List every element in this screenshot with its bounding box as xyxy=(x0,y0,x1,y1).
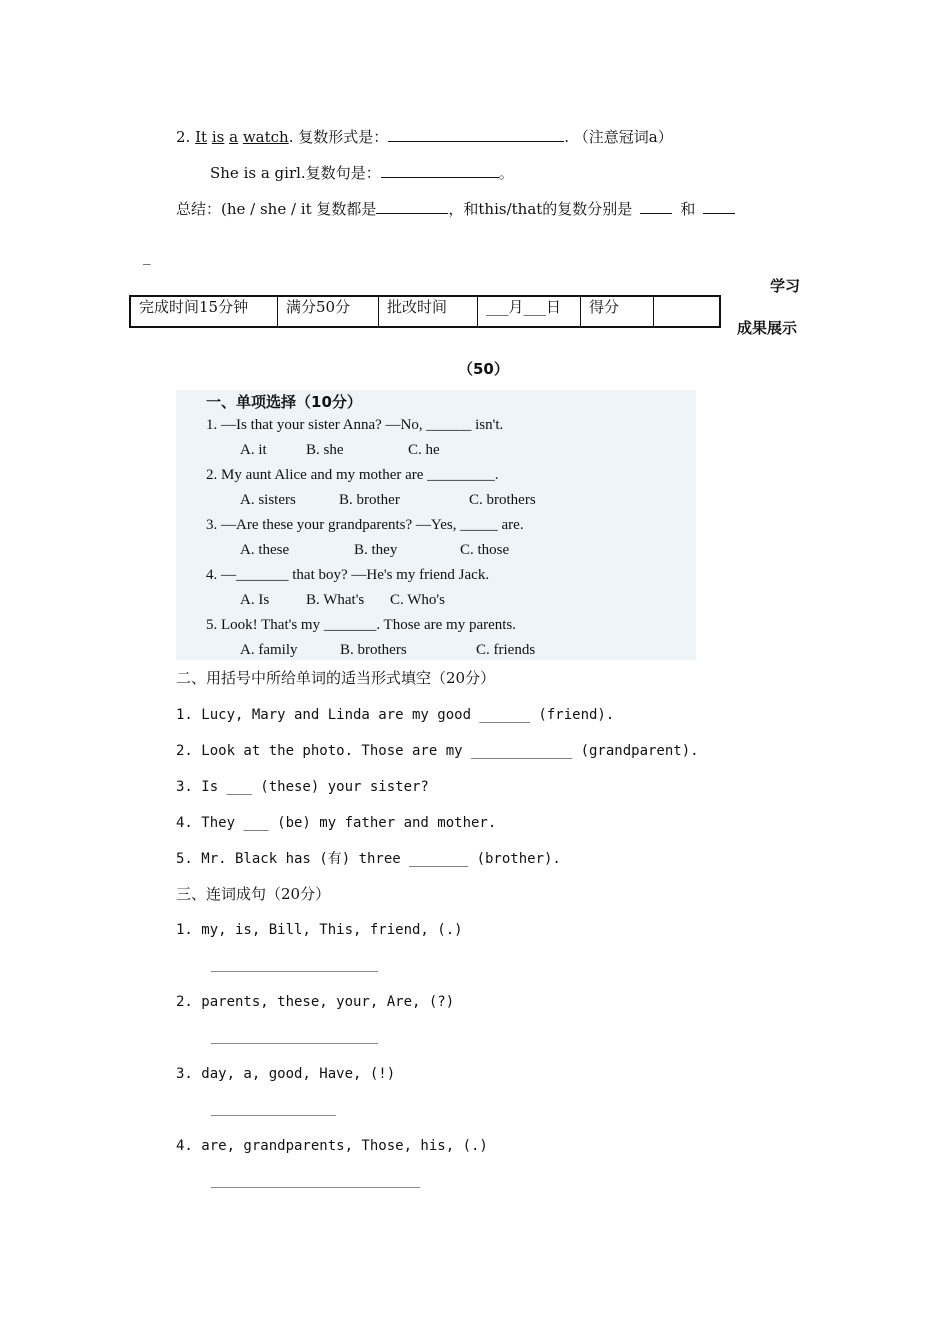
answer-line[interactable] xyxy=(211,970,378,972)
part1-title: 一、单项选择（10分） xyxy=(206,393,362,411)
word-watch: watch xyxy=(242,128,289,146)
fill-item-4: 4. They ___ (be) my father and mother. xyxy=(176,815,497,831)
score-value-cell[interactable] xyxy=(654,296,721,327)
answer-blank[interactable] xyxy=(703,199,735,214)
order-item-3: 3. day, a, good, Have, (!) xyxy=(176,1066,396,1082)
part3-title: 三、连词成句（20分） xyxy=(176,885,331,903)
answer-blank[interactable] xyxy=(381,163,499,178)
mc-option[interactable]: A. family xyxy=(240,642,298,658)
summary-line xyxy=(176,199,735,219)
mc-option[interactable]: B. What's xyxy=(306,592,365,608)
order-item-1: 1. my, is, Bill, This, friend, (.) xyxy=(176,922,463,938)
mc-question-4: 4. —_______ that boy? —He's my friend Jack. xyxy=(206,567,490,583)
mc-question-5: 5. Look! That's my _______. Those are my parents. xyxy=(206,617,517,633)
answer-blank[interactable] xyxy=(640,199,672,214)
part2-title: 二、用括号中所给单词的适当形式填空（20分） xyxy=(176,669,496,687)
fill-item-1: 1. Lucy, Mary and Linda are my good ______ (friend). xyxy=(176,707,615,723)
info-table xyxy=(129,295,721,328)
plural-question-line xyxy=(176,127,673,147)
plural-sentence-label: She is a girl.复数句是： xyxy=(210,164,381,182)
fill-item-2: 2. Look at the photo. Those are my ____________ (grandparent). xyxy=(176,743,699,759)
mc-option[interactable]: A. Is xyxy=(240,592,270,608)
score-label-cell: 得分 xyxy=(581,296,654,327)
mc-option[interactable]: C. friends xyxy=(476,642,536,658)
sentence-end: 。 xyxy=(498,164,514,182)
plural-sentence-line xyxy=(210,163,514,183)
stray-mark: _ xyxy=(143,247,151,265)
mc-option[interactable]: B. they xyxy=(354,542,398,558)
sidebar-label-top: 学习 xyxy=(770,277,801,295)
mc-option[interactable]: C. those xyxy=(460,542,510,558)
mc-question-2: 2. My aunt Alice and my mother are _________. xyxy=(206,467,499,483)
date-cell: ___月___日 xyxy=(478,296,581,327)
word-is: is xyxy=(211,128,225,146)
answer-blank[interactable] xyxy=(376,199,448,214)
mc-option[interactable]: B. brother xyxy=(339,492,400,508)
answer-line[interactable] xyxy=(211,1114,336,1116)
mc-option[interactable]: A. it xyxy=(240,442,267,458)
summary-and: 和 xyxy=(680,200,696,218)
answer-blank[interactable] xyxy=(388,127,564,142)
fill-item-5: 5. Mr. Black has (有) three _______ (brother). xyxy=(176,851,561,867)
fill-item-3: 3. Is ___ (these) your sister? xyxy=(176,779,429,795)
order-item-4: 4. are, grandparents, Those, his, (.) xyxy=(176,1138,488,1154)
word-it: It xyxy=(195,128,208,146)
multiple-choice-block xyxy=(176,390,696,660)
plural-form-label: . 复数形式是： xyxy=(288,128,389,146)
time-cell: 完成时间15分钟 xyxy=(130,296,278,327)
mc-option[interactable]: C. Who's xyxy=(390,592,445,608)
word-a: a xyxy=(229,128,239,146)
summary-label: 总结：(he / she / it 复数都是 xyxy=(176,200,377,218)
answer-line[interactable] xyxy=(211,1186,420,1188)
mc-option[interactable]: B. brothers xyxy=(340,642,407,658)
total-score: （50） xyxy=(458,360,509,378)
mc-question-1: 1. —Is that your sister Anna? —No, ______ isn't. xyxy=(206,417,504,433)
summary-mid: ，和this/that的复数分别是 xyxy=(448,200,633,218)
order-item-2: 2. parents, these, your, Are, (?) xyxy=(176,994,455,1010)
mc-option[interactable]: C. he xyxy=(408,442,440,458)
mc-option[interactable]: A. sisters xyxy=(240,492,296,508)
question-number: 2. xyxy=(176,128,191,146)
answer-line[interactable] xyxy=(211,1042,378,1044)
mc-option[interactable]: B. she xyxy=(306,442,344,458)
sidebar-label-bottom: 成果展示 xyxy=(737,319,798,337)
mc-option[interactable]: C. brothers xyxy=(469,492,536,508)
mc-option[interactable]: A. these xyxy=(240,542,290,558)
article-note: . （注意冠词a） xyxy=(564,128,673,146)
mc-question-3: 3. —Are these your grandparents? —Yes, _____ are. xyxy=(206,517,524,533)
grading-time-cell: 批改时间 xyxy=(379,296,478,327)
full-score-cell: 满分50分 xyxy=(278,296,379,327)
